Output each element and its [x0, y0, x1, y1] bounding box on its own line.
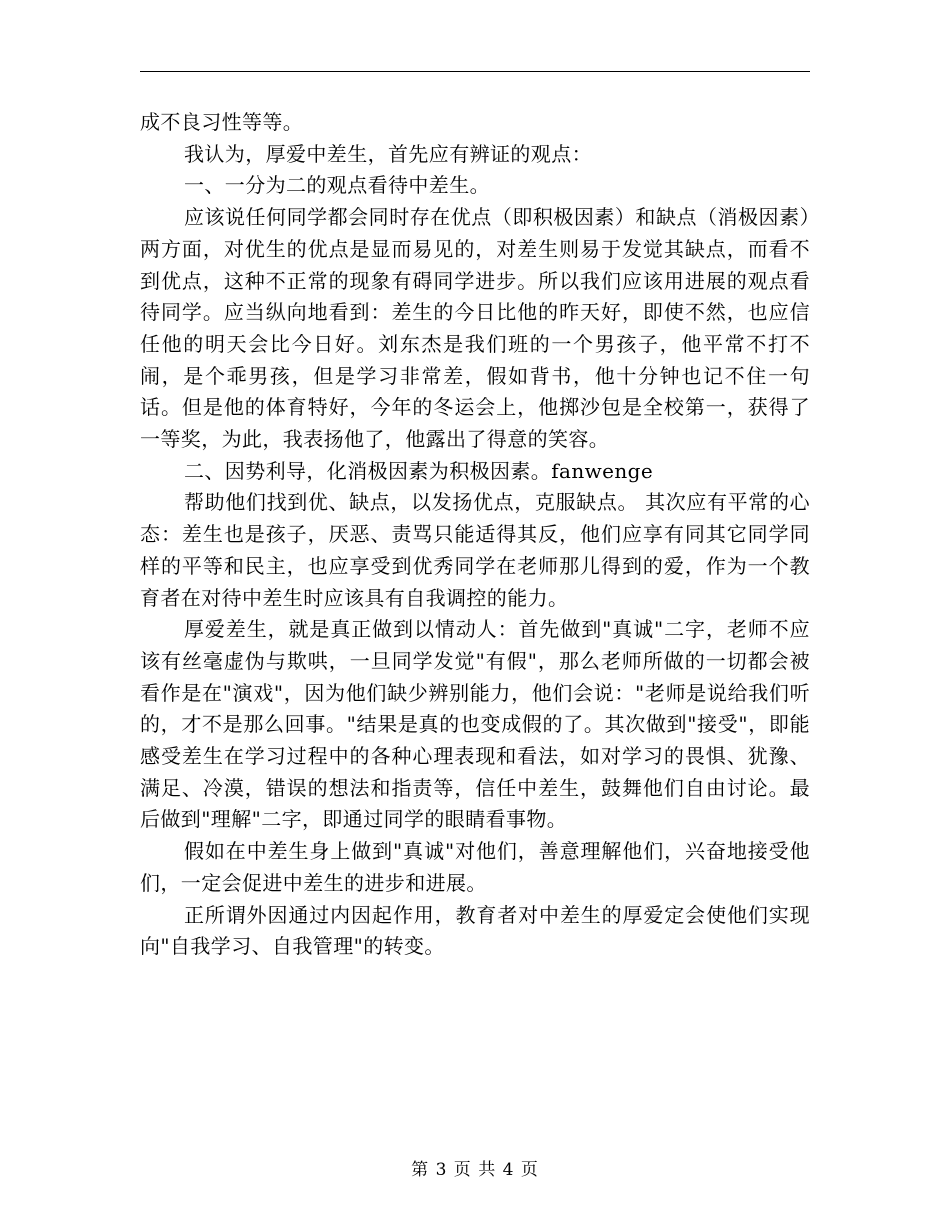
paragraph-6: 帮助他们找到优、缺点，以发扬优点，克服缺点。 其次应有平常的心态：差生也是孩子，厌恶、责骂只能适得其反，他们应享有同其它同学同样的平等和民主，也应享受到优秀同学在老师那儿得到的爱，作为一个教育者在对待中差生时应该具有自我调控的能力。 [140, 490, 810, 610]
paragraph-7: 厚爱差生，就是真正做到以情动人：首先做到"真诚"二字，老师不应该有丝毫虚伪与欺哄，一旦同学发觉"有假"，那么老师所做的一切都会被看作是在"演戏"，因为他们缺少辨别能力，他们会说："老师是说给我们听的，才不是那么回事。"结果是真的也变成假的了。其次做到"接受"，即能感受差生在学习过程中的各种心理表现和看法，如对学习的畏惧、犹豫、满足、冷漠，错误的想法和指责等，信任中差生，鼓舞他们自由讨论。最后做到"理解"二字，即通过同学的眼睛看事物。 [140, 617, 810, 832]
header-rule [140, 71, 810, 72]
paragraph-9: 正所谓外因通过内因起作用，教育者对中差生的厚爱定会使他们实现向"自我学习、自我管理"的转变。 [140, 902, 810, 959]
paragraph-3: 一、一分为二的观点看待中差生。 [184, 173, 490, 198]
paragraph-4: 应该说任何同学都会同时存在优点（即积极因素）和缺点（消极因素）两方面，对优生的优点是显而易见的，对差生则易于发觉其缺点，而看不到优点，这种不正常的现象有碍同学进步。所以我们应该用进展的观点看待同学。应当纵向地看到：差生的今日比他的昨天好，即使不然，也应信任他的明天会比今日好。刘东杰是我们班的一个男孩子，他平常不打不闹，是个乖男孩，但是学习非常差，假如背书，他十分钟也记不住一句话。但是他的体育特好，今年的冬运会上，他掷沙包是全校第一，获得了一等奖，为此，我表扬他了，他露出了得意的笑容。 [140, 205, 810, 452]
page-number-footer: 第 3 页 共 4 页 [411, 1160, 539, 1180]
paragraph-5: 二、因势利导，化消极因素为积极因素。fanwenge [184, 458, 654, 483]
document-body [140, 107, 810, 963]
paragraph-2: 我认为，厚爱中差生，首先应有辨证的观点： [184, 141, 592, 166]
paragraph-1: 成不良习性等等。 [140, 110, 304, 134]
paragraph-8: 假如在中差生身上做到"真诚"对他们，善意理解他们，兴奋地接受他们，一定会促进中差生的进步和进展。 [140, 839, 810, 895]
